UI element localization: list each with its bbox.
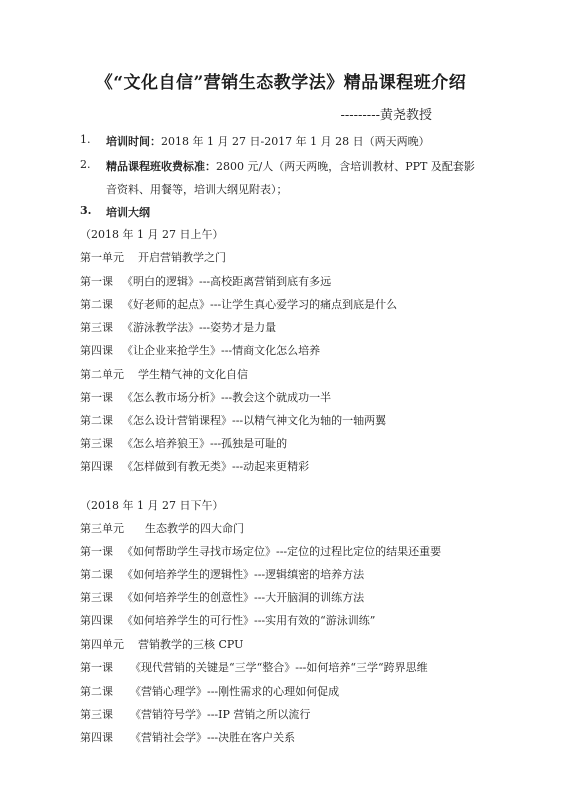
page-title: 《“文化自信”营销生态教学法》精品课程班介绍 <box>95 73 467 93</box>
unit-label: 第二单元 <box>80 368 124 381</box>
item-value: 2018 年 1 月 27 日-2017 年 1 月 28 日（两天两晚） <box>161 135 430 148</box>
unit-title: 营销教学的三核 CPU <box>138 638 244 651</box>
session-time: （2018 年 1 月 27 日上午） <box>80 228 224 241</box>
lesson-label: 第四课 <box>80 460 113 473</box>
item-number: 2. <box>80 158 91 171</box>
lesson-label: 第三课 <box>80 437 113 450</box>
lesson-label: 第二课 <box>80 685 113 698</box>
lesson-text: 《营销社会学》---决胜在客户关系 <box>130 731 296 744</box>
lesson-text: 《怎么教市场分析》---教会这个就成功一半 <box>122 391 332 404</box>
lesson-label: 第四课 <box>80 614 113 627</box>
lesson-text: 《怎样做到有教无类》---动起来更精彩 <box>122 460 310 473</box>
item-label: 培训时间： <box>106 135 161 148</box>
item-label: 培训大纲 <box>106 206 150 219</box>
unit-title: 开启营销教学之门 <box>138 251 226 264</box>
item-value: 2800 元/人（两天两晚，含培训教材、PPT 及配套影 <box>216 160 475 173</box>
lesson-label: 第四课 <box>80 344 113 357</box>
lesson-label: 第一课 <box>80 391 113 404</box>
unit-label: 第一单元 <box>80 251 124 264</box>
session-time: （2018 年 1 月 27 日下午） <box>80 499 224 512</box>
lesson-label: 第一课 <box>80 661 113 674</box>
item-number: 3. <box>80 204 92 217</box>
lesson-text: 《怎么培养狼王》---孤独是可耻的 <box>122 437 288 450</box>
item-text <box>106 158 475 174</box>
item-number: 1. <box>80 133 91 146</box>
item-value-continued: 音资料、用餐等，培训大纲见附表）； <box>106 183 288 196</box>
lesson-text: 《现代营销的关键是“三学“整合》---如何培养“三学“跨界思维 <box>130 661 428 674</box>
lesson-label: 第四课 <box>80 731 113 744</box>
lesson-text: 《如何培养学生的逻辑性》---逻辑缜密的培养方法 <box>122 568 365 581</box>
lesson-text: 《明白的逻辑》---高校距离营销到底有多远 <box>122 275 332 288</box>
lesson-label: 第一课 <box>80 275 113 288</box>
lesson-label: 第二课 <box>80 568 113 581</box>
item-label: 精品课程班收费标准： <box>106 160 216 173</box>
lesson-label: 第三课 <box>80 591 113 604</box>
lesson-text: 《如何培养学生的可行性》---实用有效的“游泳训练” <box>122 614 376 627</box>
unit-title: 学生精气神的文化自信 <box>138 368 248 381</box>
lesson-text: 《游泳教学法》---姿势才是力量 <box>122 321 277 334</box>
lesson-text: 《怎么设计营销课程》---以精气神文化为轴的一轴两翼 <box>122 414 387 427</box>
lesson-text: 《营销心理学》---刚性需求的心理如何促成 <box>130 685 340 698</box>
lesson-label: 第二课 <box>80 414 113 427</box>
unit-label: 第四单元 <box>80 638 124 651</box>
item-text <box>106 133 430 149</box>
lesson-text: 《如何帮助学生寻找市场定位》---定位的过程比定位的结果还重要 <box>122 545 442 558</box>
lesson-label: 第三课 <box>80 321 113 334</box>
unit-title: 生态教学的四大命门 <box>145 522 244 535</box>
lesson-label: 第三课 <box>80 708 113 721</box>
lesson-label: 第二课 <box>80 298 113 311</box>
lesson-text: 《如何培养学生的创意性》---大开脑洞的训练方法 <box>122 591 365 604</box>
lesson-text: 《好老师的起点》---让学生真心爱学习的痛点到底是什么 <box>122 298 398 311</box>
lesson-text: 《营销符号学》---IP 营销之所以流行 <box>130 708 311 721</box>
lesson-label: 第一课 <box>80 545 113 558</box>
unit-label: 第三单元 <box>80 522 124 535</box>
lesson-text: 《让企业来抢学生》---情商文化怎么培养 <box>122 344 321 357</box>
author-signature: ---------黄尧教授 <box>340 108 432 123</box>
